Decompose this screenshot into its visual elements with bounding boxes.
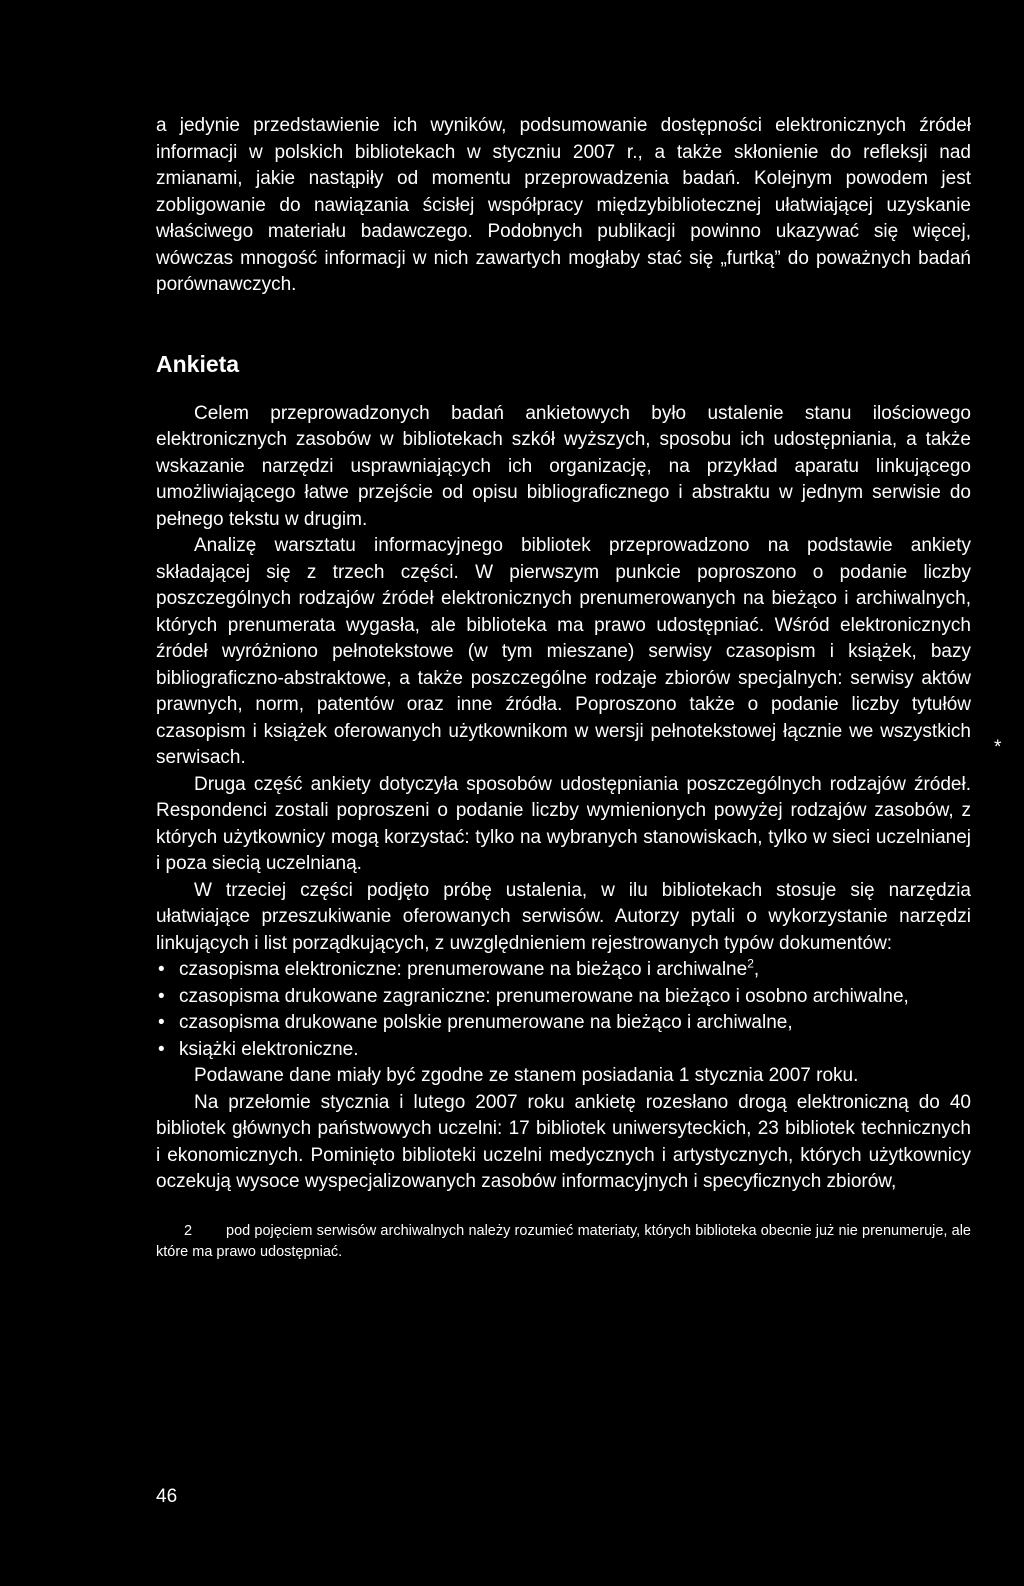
- body-paragraph-1: Celem przeprowadzonych badań ankietowych było ustalenie stanu ilościowego elektronicznych zasobów w bibliotekach szkół wyższych, sposobu ich udostępniania, a także wskazanie narzędzi usprawniających ich organizację, na przykład aparatu linkującego umożliwiającego łatwe przejście od opisu bibliograficznego i abstraktu w jednym serwisie do pełnego tekstu w drugim.: [156, 402, 971, 530]
- body-paragraph-4: W trzeciej części podjęto próbę ustalenia, w ilu bibliotekach stosuje się narzędzia ułatwiające przeszukiwanie oferowanych serwisów. Autorzy pytali o wykorzystanie narzędzi linkujących i list porządkujących, z uwzględnieniem rejestrowanych typów dokumentów:: [156, 879, 971, 954]
- list-item-text: książki elektroniczne.: [179, 1038, 359, 1060]
- document-type-list: [156, 957, 971, 1063]
- list-item-punctuation: ,: [753, 959, 760, 980]
- bullet-icon: •: [158, 1038, 165, 1060]
- list-item: [156, 984, 971, 1011]
- bullet-icon: •: [158, 985, 165, 1007]
- footnote-number: 2: [184, 1222, 193, 1239]
- body-paragraph-6: Na przełomie stycznia i lutego 2007 roku ankietę rozesłano drogą elektroniczną do 40 bibliotek głównych państwowych uczelni: 17 bibliotek uniwersyteckich, 23 bibliotek technicznych i ekonomicznych. Pominięto biblioteki uczelni medycznych i artystycznych, których użytkownicy oczekują wysoce wyspecjalizowanych zasobów informacyjnych i specyficznych zbiorów,: [156, 1091, 971, 1192]
- list-item-text: czasopisma elektroniczne: prenumerowane na bieżąco i archiwalne: [179, 959, 748, 980]
- list-item: [156, 1037, 971, 1064]
- intro-paragraph: a jedynie przedstawienie ich wyników, podsumowanie dostępności elektronicznych źródeł informacji w polskich bibliotekach w styczniu 2007 r., a także skłonienie do refleksji nad zmianami, jakie nastąpiły od momentu przeprowadzenia badań. Kolejnym powodem jest zobligowanie do nawiązania ścisłej współpracy międzybibliotecznej ułatwiającej uzyskanie właściwego materiału badawczego. Podobnych publikacji powinno ukazywać się więcej, wówczas mnogość informacji w nich zawartych mogłaby stać się „furtką” do poważnych badań porównawczych.: [156, 115, 971, 295]
- bullet-icon: •: [158, 1012, 165, 1033]
- footnote-reference: 2: [747, 956, 754, 971]
- section-heading: Ankieta: [156, 350, 240, 377]
- footnote-text: pod pojęciem serwisów archiwalnych należy rozumieć materiaty, których biblioteka obecnie już nie prenumeruje, ale które ma prawo udostępniać.: [156, 1222, 971, 1260]
- bullet-icon: •: [158, 959, 165, 980]
- list-item-text: czasopisma drukowane polskie prenumerowane na bieżąco i archiwalne,: [179, 1012, 793, 1033]
- list-item: [156, 1010, 971, 1037]
- footnote: [156, 1221, 971, 1263]
- page-number: 46: [156, 1486, 178, 1507]
- page-content: [156, 113, 971, 1263]
- body-paragraph-2: Analizę warsztatu informacyjnego bibliotek przeprowadzono na podstawie ankiety składającej się z trzech części. W pierwszym punkcie poproszono o podanie liczby poszczególnych rodzajów źródeł elektronicznych prenumerowanych na bieżąco i archiwalnych, których prenumerata wygasła, ale biblioteka ma prawo udostępniać. Wśród elektronicznych źródeł wyróżniono pełnotekstowe (w tym mieszane) serwisy czasopism i książek, bazy bibliograficzno-abstraktowe, a także poszczególne rodzaje zbiorów specjalnych: serwisy aktów prawnych, norm, patentów oraz inne źródła. Poproszono także o podanie liczby tytułów czasopism i książek oferowanych użytkownikom w wersji pełnotekstowej łącznie we wszystkich serwisach.: [156, 535, 971, 768]
- body-paragraph-3: Druga część ankiety dotyczyła sposobów udostępniania poszczególnych rodzajów źródeł. Respondenci zostali poproszeni o podanie liczby wymienionych powyżej rodzajów zasobów, z których użytkownicy mogą korzystać: tylko na wybranych stanowiskach, tylko w sieci uczelnianej i poza siecią uczelnianą.: [156, 773, 971, 874]
- list-item: [156, 957, 971, 984]
- list-item-text: czasopisma drukowane zagraniczne: prenumerowane na bieżąco i osobno archiwalne,: [179, 985, 909, 1007]
- body-paragraph-5: Podawane dane miały być zgodne ze stanem posiadania 1 stycznia 2007 roku.: [194, 1065, 859, 1086]
- margin-asterisk: *: [994, 737, 1002, 758]
